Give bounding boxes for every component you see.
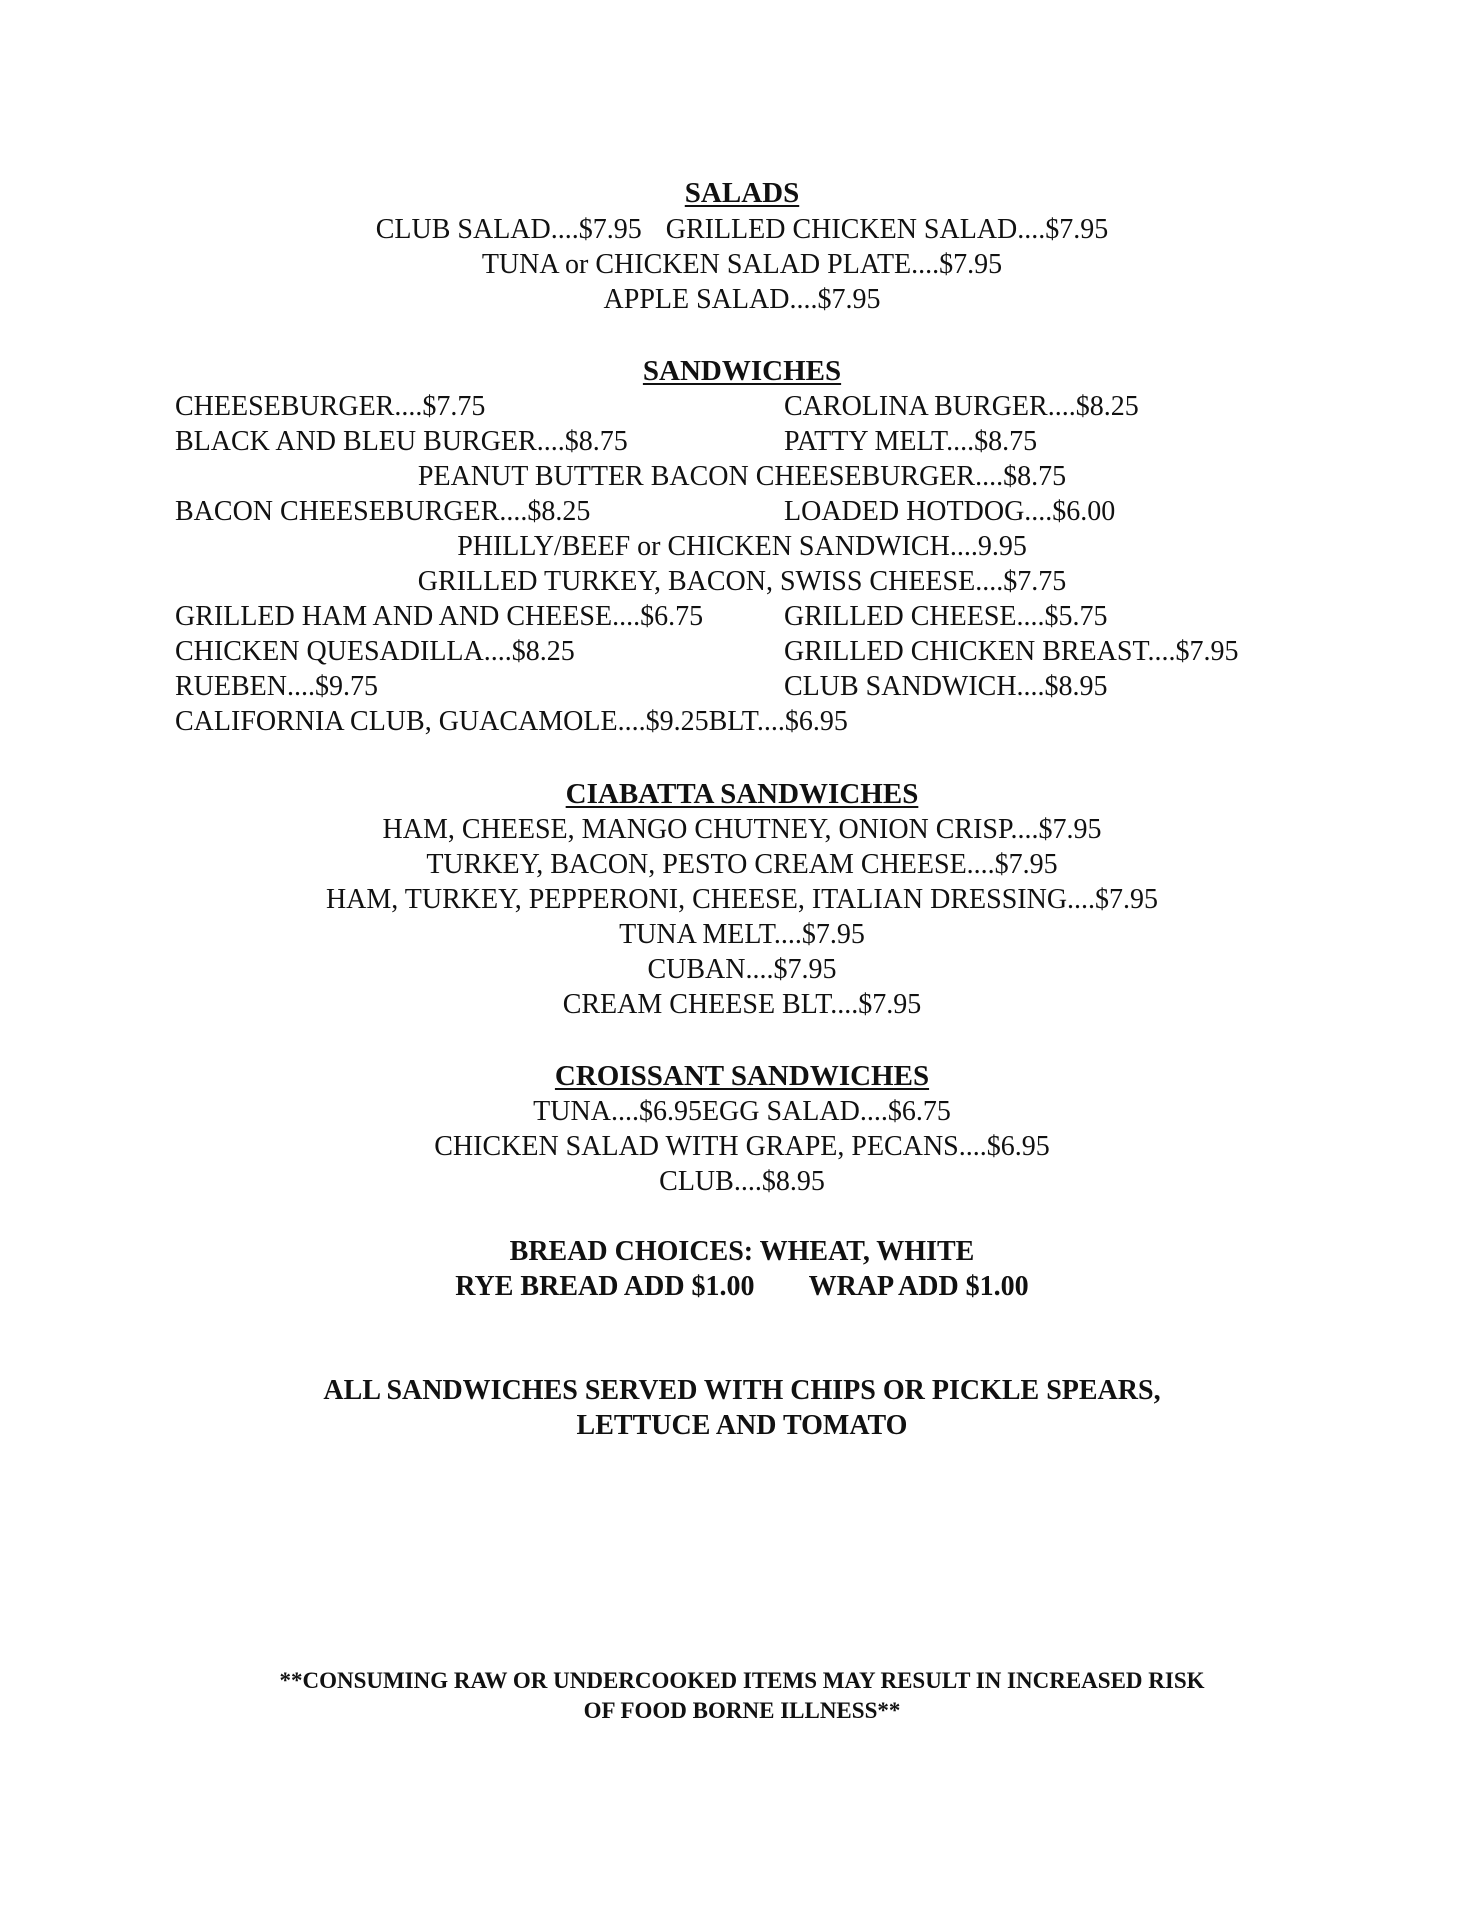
menu-item-blt: BLT....$6.95	[708, 706, 848, 737]
menu-item-ciabatta-tuna-melt: TUNA MELT....$7.95	[619, 919, 865, 950]
menu-item-philly: PHILLY/BEEF or CHICKEN SANDWICH....9.95	[457, 531, 1027, 562]
menu-item-apple-salad: APPLE SALAD....$7.95	[603, 284, 881, 315]
bread-choices: BREAD CHOICES: WHEAT, WHITE	[509, 1236, 975, 1267]
sandwiches-row-california-blt	[175, 705, 848, 739]
menu-item-ciabatta-cream-cheese-blt: CREAM CHEESE BLT....$7.95	[562, 989, 922, 1020]
menu-item-loaded-hotdog: LOADED HOTDOG....$6.00	[784, 496, 1116, 527]
menu-item-grilled-ham: GRILLED HAM AND AND CHEESE....$6.75	[175, 601, 704, 632]
menu-item-patty-melt: PATTY MELT....$8.75	[784, 426, 1038, 457]
menu-item-grilled-turkey: GRILLED TURKEY, BACON, SWISS CHEESE....$7.75	[417, 566, 1067, 597]
served-with-line-1: ALL SANDWICHES SERVED WITH CHIPS OR PICKLE SPEARS,	[323, 1375, 1161, 1406]
menu-item-ciabatta-cuban: CUBAN....$7.95	[647, 954, 837, 985]
rye-bread-addon: RYE BREAD ADD $1.00	[455, 1271, 755, 1302]
bread-addons	[0, 1270, 1484, 1304]
menu-item-club-salad: CLUB SALAD....$7.95	[375, 214, 642, 245]
menu-item-croissant-chicken-salad: CHICKEN SALAD WITH GRAPE, PECANS....$6.95	[434, 1131, 1050, 1162]
menu-item-croissant-egg-salad: EGG SALAD....$6.75	[701, 1096, 951, 1127]
salads-row-1	[0, 213, 1484, 247]
menu-item-croissant-club: CLUB....$8.95	[659, 1166, 825, 1197]
croissant-row-1	[0, 1095, 1484, 1129]
wrap-addon: WRAP ADD $1.00	[808, 1271, 1029, 1302]
menu-item-rueben: RUEBEN....$9.75	[175, 671, 378, 702]
menu-item-bacon-cheeseburger: BACON CHEESEBURGER....$8.25	[175, 496, 591, 527]
menu-item-tuna-chicken-plate: TUNA or CHICKEN SALAD PLATE....$7.95	[481, 249, 1003, 280]
croissant-heading: CROISSANT SANDWICHES	[554, 1060, 930, 1092]
menu-item-ciabatta-turkey-pesto: TURKEY, BACON, PESTO CREAM CHEESE....$7.95	[426, 849, 1058, 880]
menu-item-grilled-cheese: GRILLED CHEESE....$5.75	[784, 601, 1108, 632]
menu-item-ciabatta-ham-mango: HAM, CHEESE, MANGO CHUTNEY, ONION CRISP....$7.95	[382, 814, 1102, 845]
served-with-line-2: LETTUCE AND TOMATO	[576, 1410, 908, 1441]
food-warning-line-2: OF FOOD BORNE ILLNESS**	[583, 1698, 901, 1723]
menu-item-peanut-butter-bacon-cheeseburger: PEANUT BUTTER BACON CHEESEBURGER....$8.75	[417, 461, 1067, 492]
menu-item-black-bleu-burger: BLACK AND BLEU BURGER....$8.75	[175, 426, 628, 457]
menu-item-california-club: CALIFORNIA CLUB, GUACAMOLE....$9.25	[175, 706, 709, 737]
ciabatta-heading: CIABATTA SANDWICHES	[565, 778, 919, 810]
menu-item-ciabatta-italian: HAM, TURKEY, PEPPERONI, CHEESE, ITALIAN DRESSING....$7.95	[325, 884, 1159, 915]
menu-item-carolina-burger: CAROLINA BURGER....$8.25	[784, 391, 1139, 422]
menu-item-grilled-chicken-salad: GRILLED CHICKEN SALAD....$7.95	[665, 214, 1109, 245]
menu-item-cheeseburger: CHEESEBURGER....$7.75	[175, 391, 486, 422]
sandwiches-heading: SANDWICHES	[642, 355, 842, 387]
menu-item-croissant-tuna: TUNA....$6.95	[533, 1096, 702, 1127]
menu-item-chicken-quesadilla: CHICKEN QUESADILLA....$8.25	[175, 636, 575, 667]
salads-heading: SALADS	[684, 177, 800, 209]
menu-item-grilled-chicken-breast: GRILLED CHICKEN BREAST....$7.95	[784, 636, 1239, 667]
menu-item-club-sandwich: CLUB SANDWICH....$8.95	[784, 671, 1108, 702]
food-warning-line-1: **CONSUMING RAW OR UNDERCOOKED ITEMS MAY RESULT IN INCREASED RISK	[279, 1668, 1205, 1693]
